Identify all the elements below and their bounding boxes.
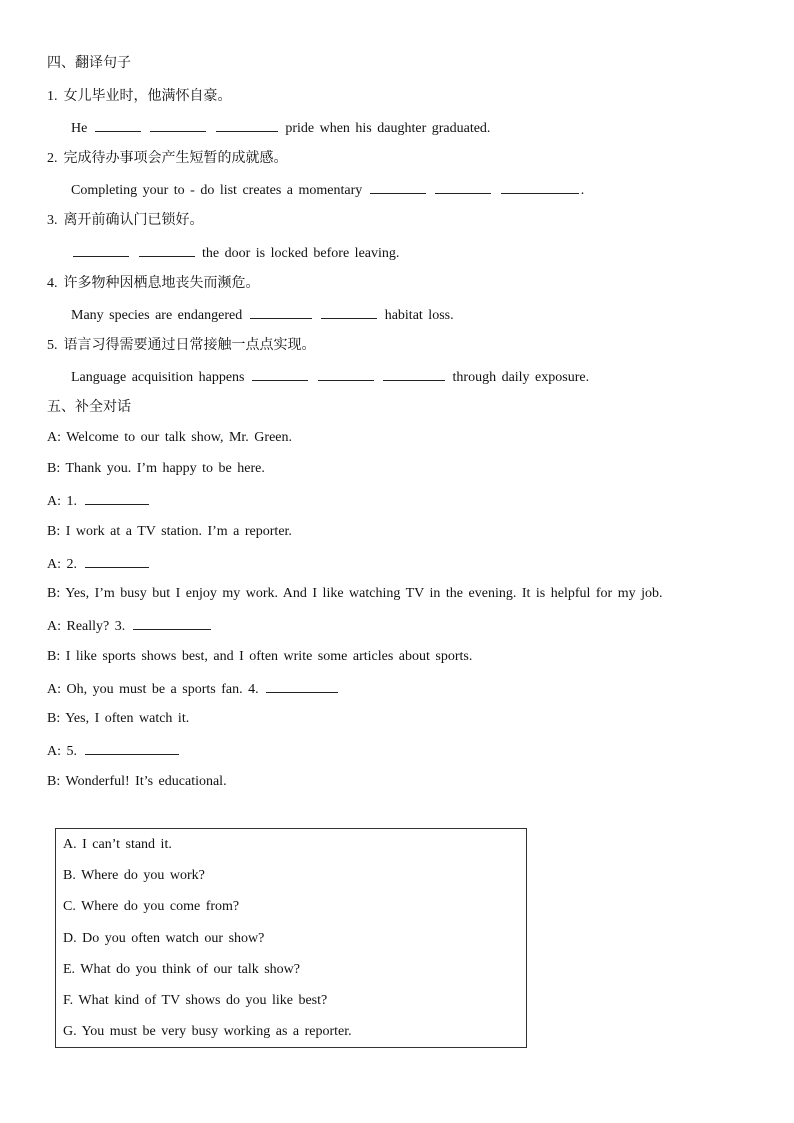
dialogue-line: B: Yes, I often watch it. (47, 711, 190, 726)
question-number: 5. (47, 338, 58, 353)
chinese-sentence: 完成待办事项会产生短暂的成就感。 (63, 150, 288, 166)
section-4-heading: 四、翻译句子 (47, 55, 131, 71)
question-number: 2. (47, 151, 58, 166)
answer-blank[interactable] (150, 117, 206, 132)
answer-blank[interactable] (321, 304, 377, 319)
answer-blank[interactable] (95, 117, 141, 132)
option-g[interactable]: G. You must be very busy working as a reporter. (63, 1024, 352, 1039)
question-5-chinese (47, 335, 316, 356)
dialogue-line: B: Thank you. I’m happy to be here. (47, 461, 265, 476)
question-number: 1. (47, 89, 58, 104)
english-prefix: Language acquisition happens (71, 370, 245, 385)
section-5-heading: 五、补全对话 (47, 399, 131, 415)
chinese-sentence: 语言习得需要通过日常接触一点点实现。 (63, 337, 316, 353)
option-a[interactable]: A. I can’t stand it. (63, 837, 172, 852)
dialogue-line: B: I like sports shows best, and I often write some articles about sports. (47, 649, 473, 664)
question-3-chinese (47, 210, 204, 231)
dialogue-text: A: Really? 3. (47, 619, 126, 634)
english-suffix: the door is locked before leaving. (202, 246, 400, 261)
dialogue-text: A: 1. (47, 494, 77, 509)
answer-blank[interactable] (133, 615, 211, 630)
answer-blank[interactable] (501, 179, 579, 194)
chinese-sentence: 离开前确认门已锁好。 (63, 212, 204, 228)
answer-blank[interactable] (139, 242, 195, 257)
question-5-english (71, 366, 589, 388)
answer-blank[interactable] (85, 740, 179, 755)
english-suffix: habitat loss. (384, 308, 454, 323)
answer-blank[interactable] (73, 242, 129, 257)
chinese-sentence: 许多物种因栖息地丧失而濒危。 (63, 275, 260, 291)
english-suffix: . (580, 183, 585, 198)
answer-blank[interactable] (370, 179, 426, 194)
dialogue-line-with-blank (47, 740, 181, 762)
option-c[interactable]: C. Where do you come from? (63, 899, 240, 914)
dialogue-line: B: Wonderful! It’s educational. (47, 774, 227, 789)
english-suffix: through daily exposure. (452, 370, 590, 385)
dialogue-line-with-blank (47, 553, 151, 575)
answer-blank[interactable] (85, 553, 149, 568)
option-e[interactable]: E. What do you think of our talk show? (63, 962, 300, 977)
dialogue-text: A: Oh, you must be a sports fan. 4. (47, 682, 259, 697)
option-f[interactable]: F. What kind of TV shows do you like best? (63, 993, 328, 1008)
english-suffix: pride when his daughter graduated. (285, 121, 491, 136)
answer-blank[interactable] (383, 366, 445, 381)
question-1-chinese (47, 86, 232, 107)
question-2-english (71, 179, 584, 201)
answer-blank[interactable] (85, 490, 149, 505)
option-d[interactable]: D. Do you often watch our show? (63, 931, 265, 946)
dialogue-line: A: Welcome to our talk show, Mr. Green. (47, 430, 292, 445)
question-3-english (71, 242, 399, 264)
answer-blank[interactable] (252, 366, 308, 381)
dialogue-line-with-blank (47, 490, 151, 512)
dialogue-line: B: Yes, I’m busy but I enjoy my work. And I like watching TV in the evening. It is helpful for my job. (47, 586, 663, 601)
option-b[interactable]: B. Where do you work? (63, 868, 205, 883)
question-4-chinese (47, 273, 260, 294)
dialogue-text: A: 2. (47, 557, 77, 572)
dialogue-line: B: I work at a TV station. I’m a reporter. (47, 524, 292, 539)
chinese-sentence: 女儿毕业时，他满怀自豪。 (63, 88, 232, 104)
question-number: 4. (47, 276, 58, 291)
question-1-english (71, 117, 490, 139)
english-prefix: Completing your to - do list creates a momentary (71, 183, 363, 198)
answer-blank[interactable] (266, 678, 338, 693)
question-4-english (71, 304, 454, 326)
dialogue-line-with-blank (47, 678, 340, 700)
dialogue-line-with-blank (47, 615, 213, 637)
dialogue-text: A: 5. (47, 744, 77, 759)
english-prefix: Many species are endangered (71, 308, 243, 323)
options-box (55, 828, 527, 1048)
answer-blank[interactable] (250, 304, 312, 319)
english-prefix: He (71, 121, 88, 136)
question-number: 3. (47, 213, 58, 228)
answer-blank[interactable] (216, 117, 278, 132)
answer-blank[interactable] (435, 179, 491, 194)
question-2-chinese (47, 148, 288, 169)
answer-blank[interactable] (318, 366, 374, 381)
